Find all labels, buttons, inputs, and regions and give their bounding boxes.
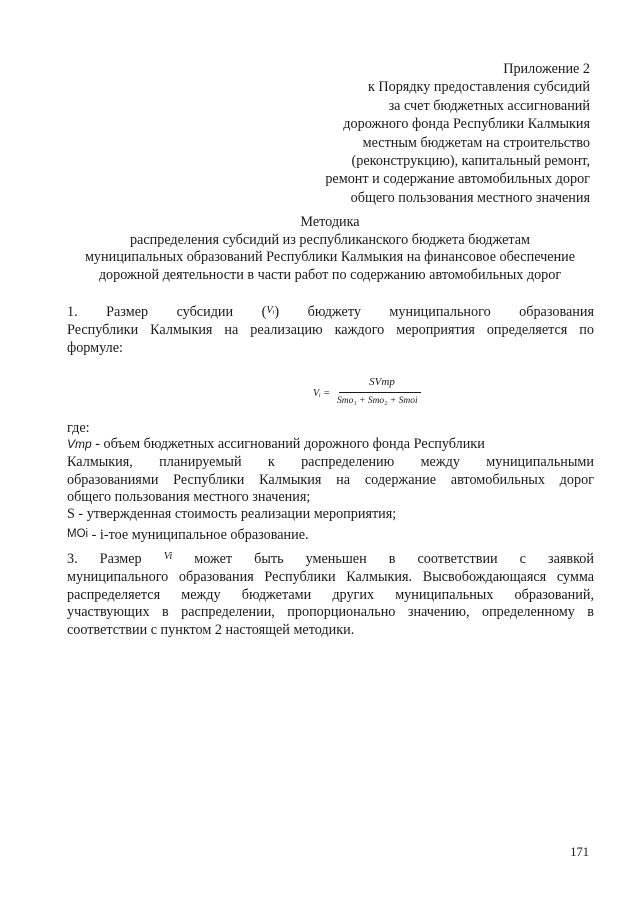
subsidy-symbol: Vᵢ (266, 305, 275, 316)
paragraph-3-line-1: 3. Размер Vi может быть уменьшен в соответствии с заявкой (67, 548, 594, 569)
appendix-line: общего пользования местного значения (350, 189, 590, 206)
where-label: где: (67, 420, 90, 436)
paragraph-3-line-5: соответствии с пунктом 2 настоящей методики. (67, 622, 355, 639)
formula-fraction-bar (339, 392, 421, 393)
paragraph-3 (67, 548, 594, 640)
appendix-line: за счет бюджетных ассигнований (388, 97, 590, 114)
definition-vmp (67, 436, 594, 507)
definition-vmp-line-4: общего пользования местного значения; (67, 489, 311, 506)
paragraph-3-line-2: муниципального образования Республики Калмыкия. Высвобождающаяся сумма (67, 568, 594, 585)
vi-symbol: Vi (163, 551, 173, 562)
document-title (60, 214, 600, 284)
appendix-line: дорожного фонда Республики Калмыкия (343, 116, 590, 133)
formula-denominator: Smo₁ + Smo₂ + Smoi (337, 396, 418, 406)
paragraph-1-line-3: формуле: (67, 339, 123, 356)
title-line: дорожной деятельности в части работ по содержанию автомобильных дорог (98, 266, 562, 283)
page-number: 171 (570, 845, 589, 859)
paragraph-3-line-4: участвующих в распределении, пропорционально значению, определенному в (67, 604, 594, 621)
subsidy-formula (313, 376, 423, 416)
definition-mo: MOi - i-тое муниципальное образование. (67, 527, 309, 543)
definition-s: S - утвержденная стоимость реализации мероприятия; (67, 506, 397, 522)
appendix-line: к Порядку предоставления субсидий (367, 79, 590, 96)
definition-vmp-line-2: Калмыкия, планируемый к распределению между муниципальными (67, 453, 594, 470)
formula-numerator: SVmp (369, 376, 395, 388)
vmp-symbol: Vmp (67, 437, 92, 451)
appendix-line: местным бюджетам на строительство (362, 134, 590, 151)
appendix-line: (реконструкцию), капитальный ремонт, (351, 153, 590, 170)
formula-lhs: Vᵢ = (313, 388, 330, 399)
definition-vmp-line-1: Vmp - объем бюджетных ассигнований дорожного фонда Республики (67, 436, 485, 452)
mo-symbol: MOi (67, 528, 89, 540)
paragraph-3-line-3: распределяется между бюджетами других муниципальных образований, (67, 586, 594, 603)
appendix-title: Приложение 2 (503, 61, 590, 77)
paragraph-1-line-1: 1. Размер субсидии (Vᵢ) бюджету муниципального образования (67, 304, 594, 320)
title-line: муниципальных образований Республики Калмыкия на финансовое обеспечение (84, 249, 576, 266)
paragraph-1-line-2: Республики Калмыкия на реализацию каждого мероприятия определяется по (67, 321, 594, 338)
title-line: распределения субсидий из республиканского бюджета бюджетам (129, 231, 531, 248)
paragraph-1 (67, 302, 594, 357)
appendix-line: ремонт и содержание автомобильных дорог (325, 171, 590, 188)
definition-vmp-line-3: образованиями Республики Калмыкия на содержание автомобильных дорог (67, 471, 594, 488)
title-heading: Методика (300, 214, 360, 230)
appendix-header (260, 60, 590, 207)
